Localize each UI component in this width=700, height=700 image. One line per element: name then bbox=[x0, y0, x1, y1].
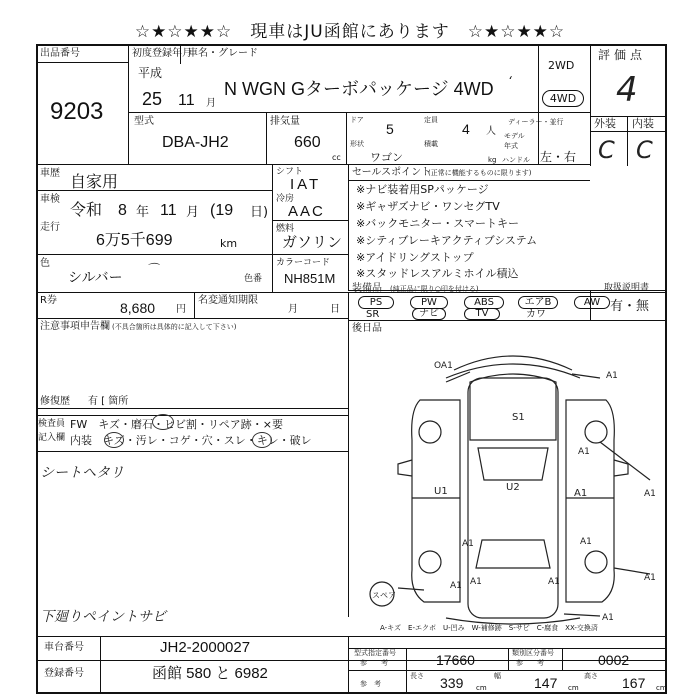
diagram-front-bumper-inner bbox=[454, 356, 572, 370]
door-label: ドア bbox=[350, 116, 364, 124]
class-no-label-a: 類別区分番号 bbox=[512, 649, 554, 657]
mark-a1-rear-right: A1 bbox=[644, 573, 656, 583]
diagram-windshield bbox=[478, 448, 548, 480]
header-title: ☆★☆★★☆ 現車はJU函館にあります ☆★☆★★☆ bbox=[134, 22, 566, 42]
inspector-label-a: 検査員 bbox=[38, 419, 66, 429]
inspector-circle-1 bbox=[152, 414, 174, 430]
kg-unit: kg bbox=[488, 156, 497, 164]
repair-history-label: 修復歴 bbox=[40, 396, 70, 407]
color-mark: ⌒ bbox=[146, 262, 159, 276]
aircon-label: 冷房 bbox=[276, 194, 295, 204]
handwritten-under: 下廻りペイントサビ bbox=[40, 609, 166, 625]
mileage-label: 走行 bbox=[40, 222, 60, 233]
equipment-note: (純正品に限り○印を付ける) bbox=[390, 285, 479, 293]
equipment-abs: ABS bbox=[464, 296, 504, 309]
mark-a1-front: A1 bbox=[606, 371, 618, 381]
shape-label: 形状 bbox=[350, 140, 364, 148]
model-grade-label: 車名・グレード bbox=[188, 48, 258, 59]
lot-no-label: 出品番号 bbox=[40, 48, 80, 59]
sales-point-item: ※アイドリングストップ bbox=[356, 251, 474, 264]
inspection-era: 令和 bbox=[70, 202, 103, 219]
type-label: 型式 bbox=[134, 116, 154, 127]
tax-period-month: 月 bbox=[288, 304, 298, 315]
exterior-grade: C bbox=[598, 136, 615, 164]
mark-a1-right: A1 bbox=[644, 489, 656, 499]
inspection-year: 8 bbox=[118, 202, 127, 219]
mark-a1-rear-left: A1 bbox=[470, 577, 482, 587]
diagram-hood bbox=[470, 374, 556, 440]
spare-label: スペア bbox=[372, 591, 396, 600]
inspection-day: (19 bbox=[210, 202, 234, 219]
diagram-rear-window bbox=[476, 540, 550, 568]
shift-value: IAT bbox=[290, 176, 322, 193]
inspection-month: 11 bbox=[160, 202, 177, 219]
r-ticket-label: R券 bbox=[40, 295, 57, 306]
aircon-value: AAC bbox=[288, 203, 325, 220]
drive-4wd: 4WD bbox=[542, 90, 584, 107]
class-no-value: 0002 bbox=[598, 652, 630, 668]
equipment-label: 装備品 bbox=[352, 283, 382, 294]
length-value: 339 bbox=[440, 675, 464, 691]
reg-no-label: 登録番号 bbox=[44, 668, 84, 679]
sales-point-item: ※シティブレーキアクティブシステム bbox=[356, 234, 538, 247]
mark-u2: U2 bbox=[506, 482, 520, 493]
model-year-label-a: モデル bbox=[504, 132, 525, 140]
capacity-label: 定員 bbox=[424, 116, 438, 124]
color-no-label: 色番 bbox=[244, 274, 263, 284]
sales-point-note: (正常に機能するものに限ります) bbox=[428, 169, 532, 177]
interior-grade: C bbox=[636, 136, 653, 164]
color-label: 色 bbox=[40, 258, 50, 269]
type-value: DBA-JH2 bbox=[162, 134, 229, 151]
interior-label: 内装 bbox=[632, 117, 654, 130]
class-no-label-b: 参 考 bbox=[516, 659, 544, 667]
equipment-aw: AW bbox=[574, 296, 610, 309]
fuel-value: ガソリン bbox=[282, 234, 343, 251]
inspector-circle-2 bbox=[104, 432, 124, 448]
mark-a1-low-left: A1 bbox=[450, 581, 462, 591]
history-value: 自家用 bbox=[70, 174, 119, 191]
cc-unit: cc bbox=[332, 153, 341, 162]
notes-sub: (不具合箇所は具体的に記入して下さい) bbox=[112, 323, 237, 331]
mark-oa1: OA1 bbox=[434, 361, 453, 371]
displacement-label: 排気量 bbox=[270, 116, 300, 127]
history-label: 車歴 bbox=[40, 168, 60, 179]
year-value: 25 bbox=[142, 89, 163, 109]
mark-a1-rside: A1 bbox=[574, 488, 588, 499]
sales-point-item: ※スタッドレスアルミホイル積込 bbox=[356, 267, 519, 280]
repair-history-value: 有 [ 箇所 bbox=[88, 396, 129, 407]
length-label: 長さ bbox=[410, 672, 424, 680]
height-unit: cm bbox=[656, 684, 667, 692]
width-unit: cm bbox=[568, 684, 579, 692]
color-code-value: NH851M bbox=[284, 271, 336, 286]
month-value: 11 bbox=[178, 92, 195, 109]
after-date-label: 後日品 bbox=[352, 323, 382, 334]
lot-no-value: 9203 bbox=[50, 98, 104, 125]
shape-value: ワゴン bbox=[370, 151, 403, 164]
shift-label: シフト bbox=[276, 167, 304, 177]
height-label: 高さ bbox=[584, 672, 598, 680]
diagram-wheel-rl bbox=[419, 551, 441, 573]
handwritten-seat: シートヘタリ bbox=[40, 465, 124, 481]
length-unit: cm bbox=[476, 684, 487, 692]
owner-manual-label: 取扱説明書 bbox=[604, 283, 650, 293]
mark-a1-rl: A1 bbox=[462, 539, 474, 549]
notes-label: 注意事項申告欄 bbox=[40, 321, 110, 332]
inspection-label: 車検 bbox=[40, 194, 60, 205]
color-code-label: カラーコード bbox=[276, 258, 331, 268]
r-ticket-value: 8,680 bbox=[120, 300, 156, 316]
mark-a1-fr: A1 bbox=[578, 447, 590, 457]
name-mark: ‘ bbox=[508, 74, 512, 88]
loading-label: 積載 bbox=[424, 140, 438, 148]
inspection-year-unit: 年 bbox=[136, 205, 150, 220]
mileage-value: 6万5千699 bbox=[96, 232, 173, 249]
drive-2wd: 2WD bbox=[548, 59, 575, 72]
mark-u1: U1 bbox=[434, 486, 448, 497]
damage-legend: A-キズ E-エクボ U-凹み W-補修跡 S-サビ C-腐食 XX-交換済 bbox=[380, 624, 598, 632]
mileage-unit: km bbox=[220, 237, 238, 250]
sales-point-item: ※ギャザズナビ・ワンセグTV bbox=[356, 200, 500, 213]
mark-a1-rear-mid: A1 bbox=[548, 577, 560, 587]
model-year-label-b: 年式 bbox=[504, 142, 518, 150]
sales-point-item: ※バックモニター・スマートキー bbox=[356, 217, 519, 230]
spec-no-value: 17660 bbox=[436, 652, 475, 668]
diagram-wheel-fl bbox=[419, 421, 441, 443]
score-label: 評価点 bbox=[598, 48, 647, 62]
sales-point-item: ※ナビ装着用SPパッケージ bbox=[356, 183, 489, 196]
overall-grade: 4 bbox=[616, 70, 638, 110]
tax-period-label: 名変通知期限 bbox=[198, 295, 258, 306]
handle-value: 左・右 bbox=[540, 150, 577, 164]
equipment-tv: TV bbox=[464, 308, 500, 320]
fuel-label: 燃料 bbox=[276, 224, 295, 234]
inspector-label-b: 記入欄 bbox=[38, 433, 66, 443]
diagram-front-bumper bbox=[446, 364, 580, 378]
spec-no-label-a: 型式指定番号 bbox=[354, 649, 396, 657]
diagram-left-mirror bbox=[398, 460, 412, 476]
height-value: 167 bbox=[622, 675, 646, 691]
r-ticket-unit: 円 bbox=[176, 304, 186, 315]
dims-ref-label: 参 考 bbox=[360, 680, 381, 688]
diagram-wheel-rr bbox=[585, 551, 607, 573]
capacity-unit: 人 bbox=[486, 126, 496, 137]
inspector-row-1: FW キズ・磨石・ヒビ割・リペア跡・×要 bbox=[70, 418, 283, 431]
mark-s1: S1 bbox=[512, 412, 525, 423]
equipment-sr: SR bbox=[366, 309, 380, 320]
spec-no-label-b: 参 考 bbox=[360, 659, 388, 667]
car-damage-diagram bbox=[350, 330, 665, 630]
owner-manual-value: 有・無 bbox=[610, 299, 650, 314]
equipment-airbag: エアB bbox=[518, 296, 558, 309]
displacement-value: 660 bbox=[294, 134, 321, 151]
sales-point-label: セールスポイント bbox=[352, 167, 432, 178]
dealer-label: ディーラー・並行 bbox=[508, 118, 564, 126]
vehicle-name: N WGN Gターボパッケージ 4WD bbox=[224, 79, 494, 99]
mark-a1-rr: A1 bbox=[580, 537, 592, 547]
exterior-label: 外装 bbox=[594, 117, 616, 130]
inspection-month-unit: 月 bbox=[186, 205, 200, 220]
first-reg-label: 初度登録年月 bbox=[132, 48, 192, 59]
width-value: 147 bbox=[534, 675, 558, 691]
inspector-circle-3 bbox=[252, 432, 272, 448]
mark-a1-bottom: A1 bbox=[602, 613, 614, 623]
reg-no-value: 函館 580 と 6982 bbox=[152, 665, 268, 682]
doors-value: 5 bbox=[386, 121, 394, 137]
chassis-no-label: 車台番号 bbox=[44, 642, 84, 653]
inspector-row-2: 内装 キズ・汚レ・コゲ・穴・スレ・キレ・破レ bbox=[70, 434, 312, 447]
equipment-leather: カワ bbox=[526, 309, 546, 320]
equipment-ps: PS bbox=[358, 296, 394, 309]
equipment-navi: ナビ bbox=[412, 308, 446, 320]
diagram-wheel-fr bbox=[585, 421, 607, 443]
tax-period-day: 日 bbox=[330, 304, 340, 315]
width-label: 幅 bbox=[494, 672, 501, 680]
color-value: シルバー bbox=[68, 270, 123, 286]
era-value: 平成 bbox=[138, 66, 163, 80]
handle-label: ハンドル bbox=[502, 156, 530, 164]
chassis-no-value: JH2-2000027 bbox=[160, 639, 251, 656]
inspection-day-unit: 日) bbox=[250, 205, 269, 220]
equipment-pw: PW bbox=[410, 296, 448, 309]
capacity-value: 4 bbox=[462, 121, 470, 137]
month-unit: 月 bbox=[206, 98, 216, 109]
